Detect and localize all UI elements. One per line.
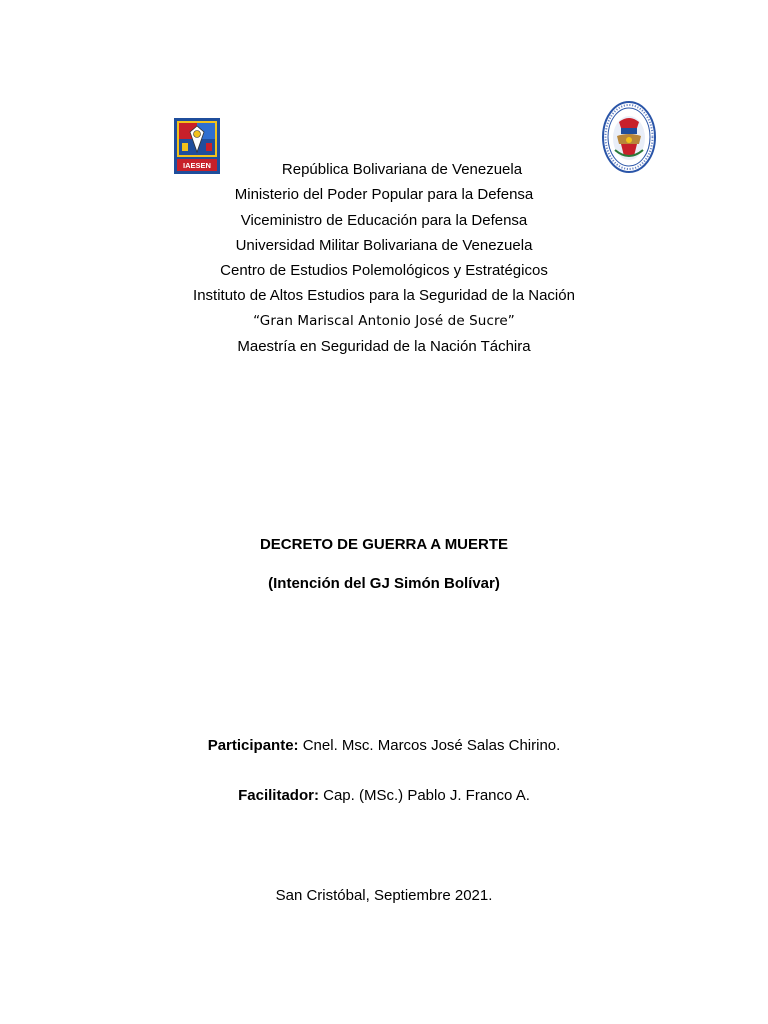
institution-header [0, 157, 768, 359]
facilitator-label: Facilitador: [238, 787, 319, 804]
header-line-masters: Maestría en Seguridad de la Nación Táchira [237, 338, 531, 356]
participant-line [0, 737, 768, 754]
header-line-center: Centro de Estudios Polemológicos y Estratégicos [220, 262, 548, 280]
iaesen-logo-text: IAESEN [183, 161, 211, 170]
header-line-ministry: Ministerio del Poder Popular para la Defensa [234, 186, 534, 204]
header-line-university: Universidad Militar Bolivariana de Venezuela [235, 236, 533, 254]
participant-name: Cnel. Msc. Marcos José Salas Chirino. [298, 737, 561, 754]
header-line-institute: Instituto de Altos Estudios para la Seguridad de la Nación [193, 287, 575, 305]
facilitator-name: Cap. (MSc.) Pablo J. Franco A. [318, 787, 530, 804]
header-line-republic: República Bolivariana de Venezuela [281, 161, 523, 178]
participant-label: Participante: [207, 737, 299, 754]
document-title: DECRETO DE GUERRA A MUERTE [259, 536, 509, 553]
facilitator-line [0, 787, 768, 804]
header-line-honorific: “Gran Mariscal Antonio José de Sucre” [253, 312, 515, 329]
place-date: San Cristóbal, Septiembre 2021. [275, 887, 493, 904]
document-subtitle: (Intención del GJ Simón Bolívar) [268, 575, 500, 592]
header-line-vice-ministry: Viceministro de Educación para la Defensa [240, 211, 528, 229]
